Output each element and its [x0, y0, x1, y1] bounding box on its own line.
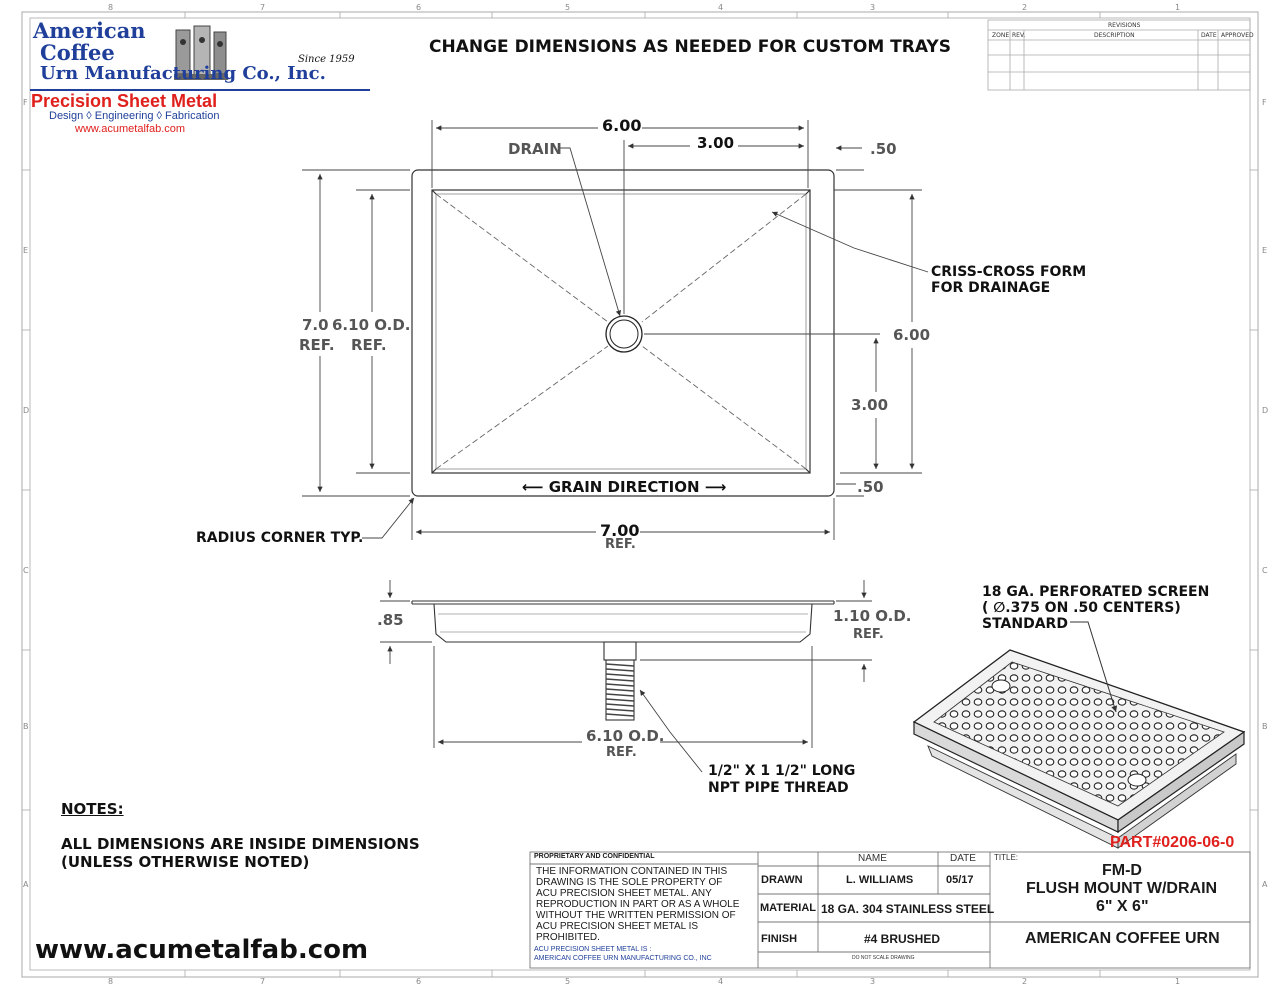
- drawn-label: DRAWN: [761, 874, 803, 886]
- proprietary-line: ACU PRECISION SHEET METAL IS: [536, 921, 699, 932]
- rev-col-approved: APPROVED: [1221, 32, 1254, 39]
- proprietary-line: WITHOUT THE WRITTEN PERMISSION OF: [536, 910, 736, 921]
- pipe-label-2: NPT PIPE THREAD: [708, 780, 849, 796]
- radius-corner-label: RADIUS CORNER TYP.: [196, 530, 364, 546]
- dim-ref-label: REF.: [299, 336, 335, 354]
- rev-col-description: DESCRIPTION: [1094, 32, 1135, 39]
- footer-url: www.acumetalfab.com: [35, 935, 369, 965]
- dim-height-od: 6.10 O.D.: [332, 316, 411, 334]
- finish-value: #4 BRUSHED: [864, 932, 941, 946]
- zone-number: 8: [108, 977, 114, 986]
- dim-overall-ref: REF.: [605, 537, 636, 552]
- do-not-scale: DO NOT SCALE DRAWING: [852, 955, 915, 961]
- dim-flange-top: .50: [870, 140, 897, 158]
- dim-side-width-od: 6.10 O.D.: [586, 727, 665, 745]
- headline: CHANGE DIMENSIONS AS NEEDED FOR CUSTOM TRAYS: [429, 37, 951, 57]
- title-header: TITLE:: [994, 853, 1019, 862]
- zone-letter: A: [1262, 880, 1268, 889]
- dim-ref-label: REF.: [351, 336, 387, 354]
- zone-number: 7: [260, 977, 266, 986]
- drain-hole: [606, 316, 642, 352]
- zone-letter: C: [1262, 566, 1268, 575]
- finish-label: FINISH: [761, 933, 798, 945]
- revisions-title: REVISIONS: [1108, 22, 1141, 29]
- zone-letter: F: [23, 98, 28, 107]
- zone-number: 7: [260, 3, 266, 12]
- dim-half-width-3: 3.00: [697, 134, 735, 152]
- zone-letter: E: [23, 246, 29, 255]
- proprietary-line: REPRODUCTION IN PART OR AS A WHOLE: [536, 899, 740, 910]
- zone-letter: D: [23, 406, 30, 415]
- proprietary-line: ACU PRECISION SHEET METAL. ANY: [536, 888, 712, 899]
- zone-number: 8: [108, 3, 114, 12]
- logo-since: Since 1959: [298, 54, 355, 65]
- proprietary-line: PROHIBITED.: [536, 932, 600, 943]
- logo-line-company: Urn Manufacturing Co., Inc.: [40, 63, 326, 84]
- proprietary-line: DRAWING IS THE SOLE PROPERTY OF: [536, 877, 723, 888]
- notes-heading: NOTES:: [61, 800, 124, 818]
- company-logo: [30, 18, 375, 140]
- criss-cross-label-2: FOR DRAINAGE: [931, 280, 1051, 296]
- zone-number: 6: [416, 977, 422, 986]
- material-value: 18 GA. 304 STAINLESS STEEL: [821, 902, 995, 916]
- revisions-table: [988, 20, 1250, 90]
- rev-col-zone: ZONE: [992, 32, 1010, 39]
- zone-letter: E: [1262, 246, 1268, 255]
- dim-overall-width: 7.00: [600, 521, 640, 540]
- screen-label-3: STANDARD: [982, 616, 1068, 632]
- acu-line-1: ACU PRECISION SHEET METAL IS :: [534, 946, 652, 953]
- title-line-1: FM-D: [1102, 862, 1142, 879]
- logo-url: www.acumetalfab.com: [75, 123, 186, 135]
- zone-number: 3: [870, 3, 876, 12]
- dim-side-height-ref: REF.: [853, 627, 884, 642]
- screen-label-1: 18 GA. PERFORATED SCREEN: [982, 584, 1210, 600]
- zone-number: 3: [870, 977, 876, 986]
- title-line-2: FLUSH MOUNT W/DRAIN: [1026, 880, 1218, 897]
- zone-number: 1: [1175, 977, 1181, 986]
- proprietary-line: THE INFORMATION CONTAINED IN THIS: [536, 866, 728, 877]
- logo-line-american: American: [33, 18, 146, 43]
- logo-precision: Precision Sheet Metal: [31, 91, 218, 111]
- pipe-label-1: 1/2" X 1 1/2" LONG: [708, 763, 856, 779]
- dim-height-ref: 7.0: [302, 316, 329, 334]
- dim-depth: .85: [377, 611, 404, 629]
- zone-letter: A: [23, 880, 29, 889]
- top-view-tray: [412, 170, 834, 496]
- zone-letter: F: [1262, 98, 1267, 107]
- criss-cross-label-1: CRISS-CROSS FORM: [931, 264, 1087, 280]
- zone-number: 5: [565, 977, 571, 986]
- grain-direction: ⟵ GRAIN DIRECTION ⟶: [522, 478, 727, 496]
- notes-line-1: ALL DIMENSIONS ARE INSIDE DIMENSIONS: [61, 835, 420, 853]
- title-line-3: 6" X 6": [1096, 898, 1149, 915]
- zone-number: 5: [565, 3, 571, 12]
- criss-cross-lines: [436, 194, 806, 469]
- zone-letter: C: [23, 566, 29, 575]
- drain-label: DRAIN: [508, 140, 562, 158]
- material-label: MATERIAL: [760, 902, 817, 914]
- drawn-date: 05/17: [946, 874, 974, 886]
- date-header: DATE: [950, 853, 976, 864]
- drawn-name: L. WILLIAMS: [846, 874, 914, 886]
- rev-col-date: DATE: [1201, 32, 1217, 39]
- zone-number: 4: [718, 3, 724, 12]
- dim-side-height-od: 1.10 O.D.: [833, 607, 912, 625]
- proprietary-heading: PROPRIETARY AND CONFIDENTIAL: [534, 853, 655, 860]
- logo-services: Design ◊ Engineering ◊ Fabrication: [49, 110, 220, 122]
- logo-line-coffee: Coffee: [40, 40, 115, 65]
- part-number: PART#0206-06-0: [1110, 834, 1235, 851]
- zone-number: 1: [1175, 3, 1181, 12]
- dim-height-6: 6.00: [893, 326, 931, 344]
- dim-half-height-3: 3.00: [851, 396, 889, 414]
- notes-line-2: (UNLESS OTHERWISE NOTED): [61, 853, 310, 871]
- title-company: AMERICAN COFFEE URN: [1025, 930, 1220, 947]
- rev-col-rev: REV.: [1012, 32, 1026, 39]
- zone-letter: D: [1262, 406, 1269, 415]
- zone-number: 2: [1022, 977, 1028, 986]
- screen-label-2: ( ∅.375 ON .50 CENTERS): [982, 600, 1181, 616]
- perforated-screen-iso: [914, 622, 1244, 848]
- zone-number: 2: [1022, 3, 1028, 12]
- dim-side-width-ref: REF.: [606, 745, 637, 760]
- acu-line-2: AMERICAN COFFEE URN MANUFACTURING CO., INC: [534, 955, 712, 962]
- side-view-tray: [412, 601, 834, 720]
- zone-number: 6: [416, 3, 422, 12]
- dim-width-6: 6.00: [602, 116, 642, 135]
- zone-letter: B: [1262, 722, 1268, 731]
- zone-letter: B: [23, 722, 29, 731]
- zone-number: 4: [718, 977, 724, 986]
- dim-flange-bottom: .50: [857, 478, 884, 496]
- name-header: NAME: [858, 853, 887, 864]
